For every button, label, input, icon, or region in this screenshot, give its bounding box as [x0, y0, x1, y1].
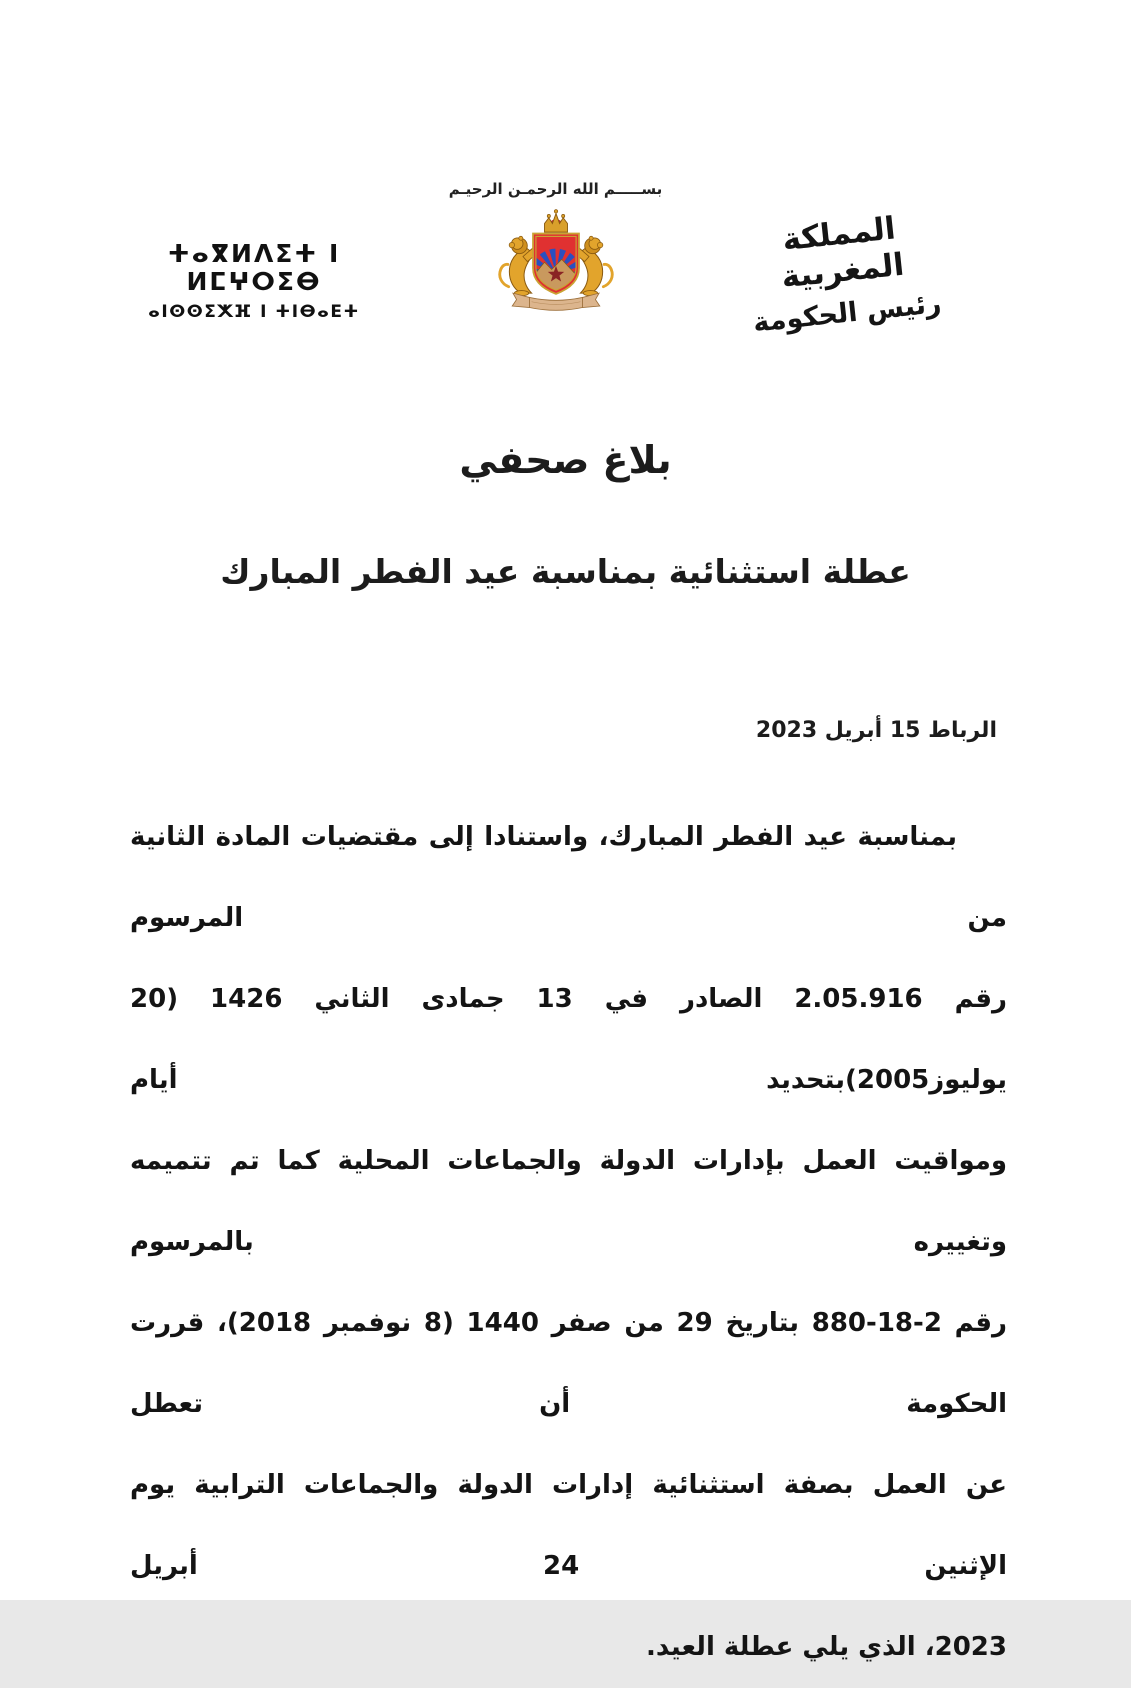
body-line: عن العمل بصفة استثنائية إدارات الدولة والجماعات الترابية يوم الإثنين 24 أبريل: [130, 1470, 1007, 1581]
dateline: الرباط 15 أبريل 2023: [755, 718, 997, 743]
body-line: ومواقيت العمل بإدارات الدولة والجماعات المحلية كما تم تتميمه وتغييره بالمرسوم: [130, 1146, 1007, 1257]
body-line: بمناسبة عيد الفطر المبارك، واستنادا إلى مقتضيات المادة الثانية من المرسوم: [130, 822, 1007, 933]
kingdom-of-morocco-calligraphy: المملكة المغربية: [779, 210, 906, 296]
basmala-calligraphy: بســـــم الله الرحمـن الرحيـم: [448, 180, 663, 198]
tifinagh-kingdom-line: ⵜⴰⴳⵍⴷⵉⵜ ⵏ ⵍⵎⵖⵔⵉⴱ: [167, 239, 341, 296]
press-release-title: بلاغ صحفي: [459, 438, 672, 482]
body-paragraph: [130, 797, 1007, 1688]
body-line: 2023، الذي يلي عطلة العيد.: [646, 1632, 1007, 1662]
tifinagh-head-of-government-line: ⴰⵏⵙⵙⵉⵅⴼ ⵏ ⵜⵏⴱⴰⴹⵜ: [148, 302, 360, 322]
body-line: رقم 2.05.916 الصادر في 13 جمادى الثاني 1426 (20 يوليوز2005)بتحديد أيام: [130, 984, 1007, 1095]
body-line: رقم 2-18-880 بتاريخ 29 من صفر 1440 (8 نوفمبر 2018)، قررت الحكومة أن تعطل: [130, 1308, 1007, 1419]
moroccan-coat-of-arms-icon: [477, 202, 635, 324]
head-of-government-calligraphy: رئيس الحكومة: [751, 288, 943, 339]
press-release-subtitle: عطلة استثنائية بمناسبة عيد الفطر المبارك: [220, 552, 911, 591]
